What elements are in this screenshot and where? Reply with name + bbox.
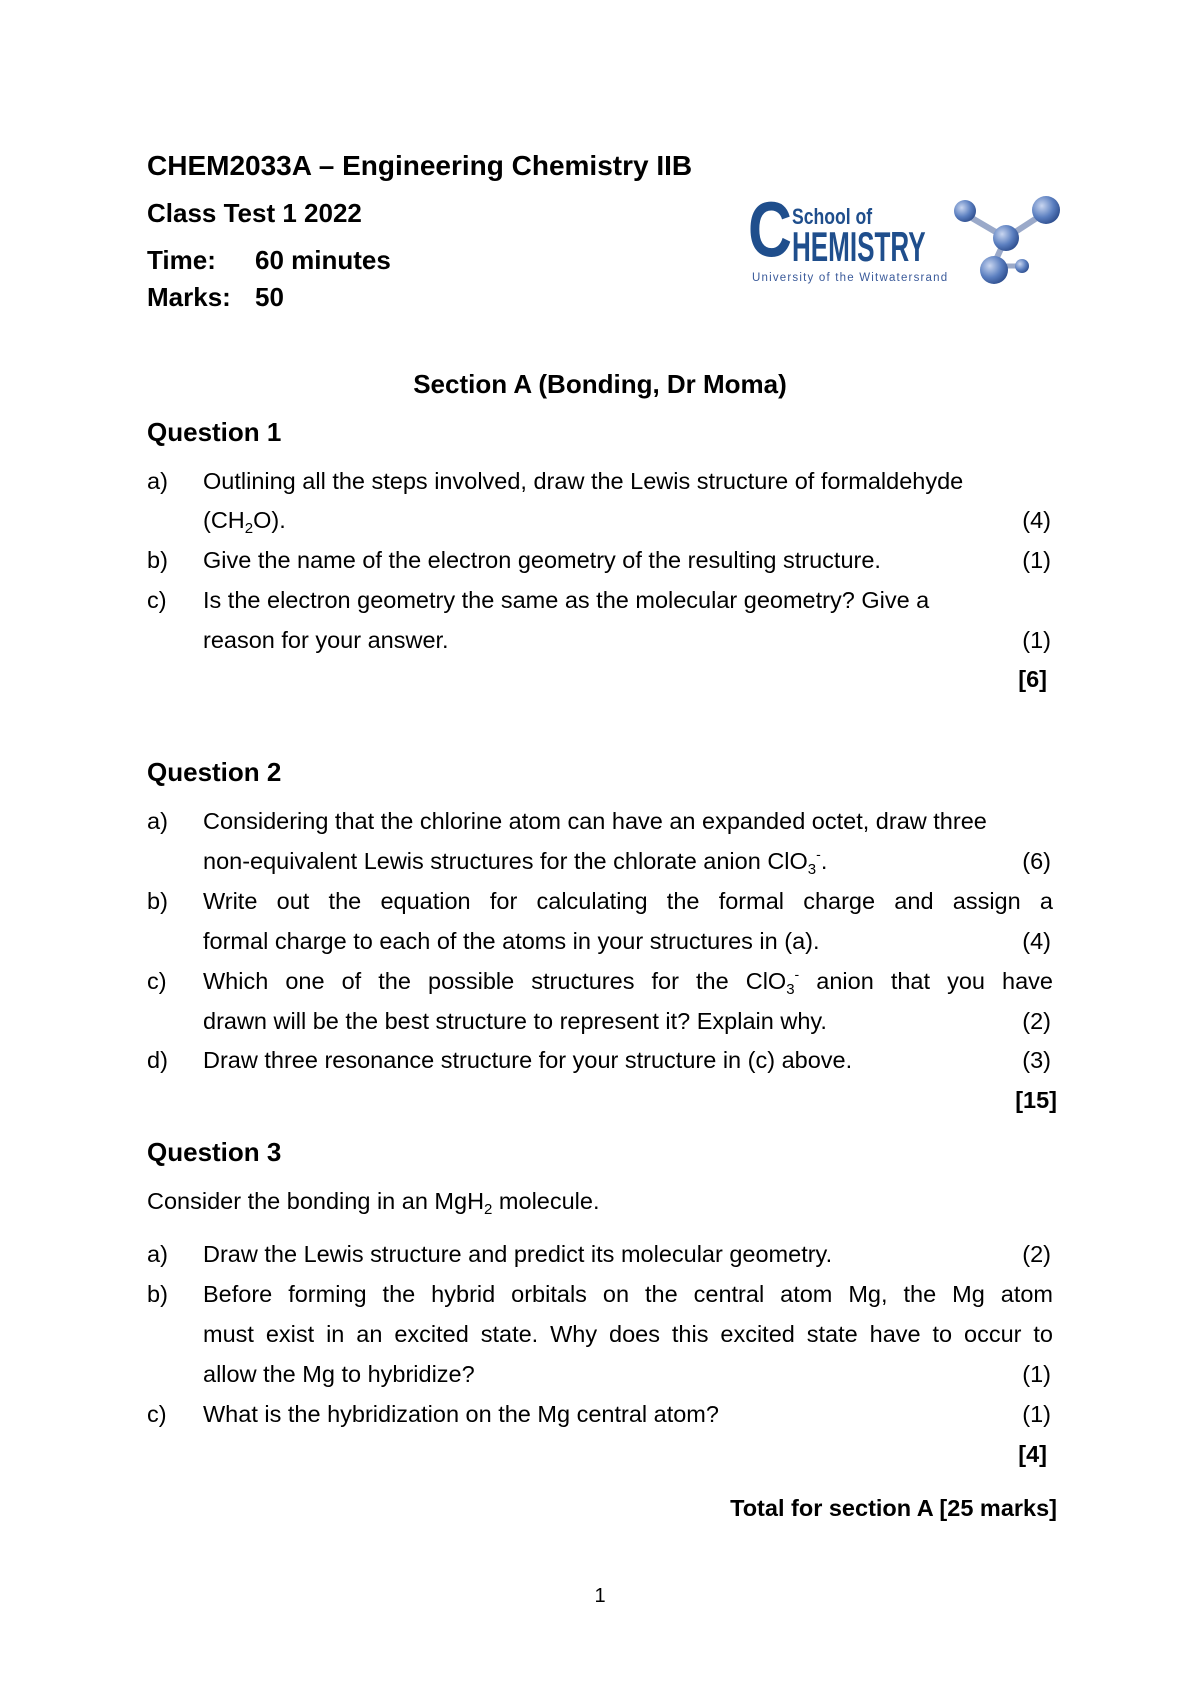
logo-line2: HEMISTRY (792, 223, 926, 270)
q2-a-text2-post: . (820, 848, 828, 874)
test-name: Class Test 1 2022 (147, 198, 362, 228)
q3-total: [4] (1018, 1441, 1047, 1467)
q1-b-letter: b) (147, 547, 168, 573)
q2-c-marks: (2) (1022, 1008, 1051, 1034)
q1-b-text: Give the name of the electron geometry of the resulting structure. (203, 547, 881, 573)
q3-b-text2: must exist in an excited state. Why does this excited state have to occur to (203, 1321, 1053, 1347)
school-of-chemistry-logo (748, 185, 1064, 300)
q3-c-marks: (1) (1022, 1401, 1051, 1427)
q1-c-text1: Is the electron geometry the same as the molecular geometry? Give a (203, 587, 930, 613)
marks-label: Marks: (147, 282, 231, 312)
q2-total: [15] (1015, 1087, 1057, 1113)
marks-value: 50 (255, 282, 284, 312)
q1-a-text1: Outlining all the steps involved, draw the Lewis structure of formaldehyde (203, 468, 964, 494)
q2-c-superscript: - (794, 966, 800, 982)
q2-a-text2-pre: non-equivalent Lewis structures for the chlorate anion ClO (203, 848, 808, 874)
q2-a-superscript: - (816, 846, 821, 862)
q1-c-letter: c) (147, 587, 167, 613)
q2-b-marks: (4) (1022, 928, 1051, 954)
q2-c-text1 (203, 966, 1053, 998)
q1-a-text2-pre: (CH (203, 507, 245, 533)
page-number: 1 (594, 1585, 606, 1607)
q2-d-marks: (3) (1022, 1047, 1051, 1073)
q3-a-marks: (2) (1022, 1241, 1051, 1267)
logo-line1: School of (792, 204, 873, 229)
course-name: Engineering Chemistry IIB (342, 150, 693, 181)
marks-line (147, 282, 284, 313)
course-code: CHEM2033A (147, 150, 311, 181)
q2-c-text2: drawn will be the best structure to represent it? Explain why. (203, 1008, 827, 1034)
time-line (147, 245, 391, 276)
q3-b-marks: (1) (1022, 1361, 1051, 1387)
q2-a-letter: a) (147, 808, 168, 834)
q3-b-text1: Before forming the hybrid orbitals on the central atom Mg, the Mg atom (203, 1281, 1053, 1307)
q2-d-text: Draw three resonance structure for your structure in (c) above. (203, 1047, 853, 1073)
q1-a-marks: (4) (1022, 507, 1051, 533)
course-title (147, 150, 692, 182)
q2-a-marks: (6) (1022, 848, 1051, 874)
q2-a-text1: Considering that the chlorine atom can have an expanded octet, draw three (203, 808, 987, 834)
q1-a-text2-post: O). (253, 507, 286, 533)
q1-c-text2: reason for your answer. (203, 627, 449, 653)
logo-initial: C (748, 185, 792, 273)
q2-d-letter: d) (147, 1047, 168, 1073)
q1-a-subscript: 2 (244, 520, 254, 537)
section-total: Total for section A [25 marks] (730, 1495, 1057, 1521)
q2-b-text2: formal charge to each of the atoms in your structures in (a). (203, 928, 820, 954)
q2-c-subscript: 3 (786, 981, 795, 998)
q1-b-marks: (1) (1022, 547, 1051, 573)
q3-intro-post: molecule. (492, 1188, 600, 1214)
q2-a-subscript: 3 (807, 861, 817, 878)
q3-intro-subscript: 2 (484, 1201, 493, 1218)
course-separator: – (318, 150, 335, 181)
q2-c-text1-pre: Which one of the possible structures for the ClO (203, 968, 787, 994)
q1-c-marks: (1) (1022, 627, 1051, 653)
question-2-heading: Question 2 (147, 757, 282, 787)
q2-b-text1: Write out the equation for calculating the formal charge and assign a (203, 888, 1053, 914)
q3-a-text: Draw the Lewis structure and predict its molecular geometry. (203, 1241, 833, 1267)
q3-c-text: What is the hybridization on the Mg central atom? (203, 1401, 719, 1427)
q3-a-letter: a) (147, 1241, 168, 1267)
q1-total: [6] (1018, 666, 1047, 692)
q3-b-text3: allow the Mg to hybridize? (203, 1361, 475, 1387)
q3-b-letter: b) (147, 1281, 168, 1307)
q2-c-text1-post: anion that you have (799, 968, 1053, 994)
section-heading: Section A (Bonding, Dr Moma) (413, 369, 787, 399)
question-1-heading: Question 1 (147, 417, 282, 447)
q3-c-letter: c) (147, 1401, 167, 1427)
question-3-heading: Question 3 (147, 1137, 282, 1167)
q1-a-letter: a) (147, 468, 168, 494)
q3-intro-pre: Consider the bonding in an MgH (147, 1188, 485, 1214)
q2-b-letter: b) (147, 888, 168, 914)
time-value: 60 minutes (255, 245, 391, 275)
q2-c-letter: c) (147, 968, 167, 994)
q2-a-text2 (203, 846, 1053, 878)
q3-intro (147, 1188, 600, 1218)
time-label: Time: (147, 245, 216, 275)
logo-tagline: University of the Witwatersrand (752, 272, 949, 284)
q1-a-text2 (203, 507, 1053, 537)
